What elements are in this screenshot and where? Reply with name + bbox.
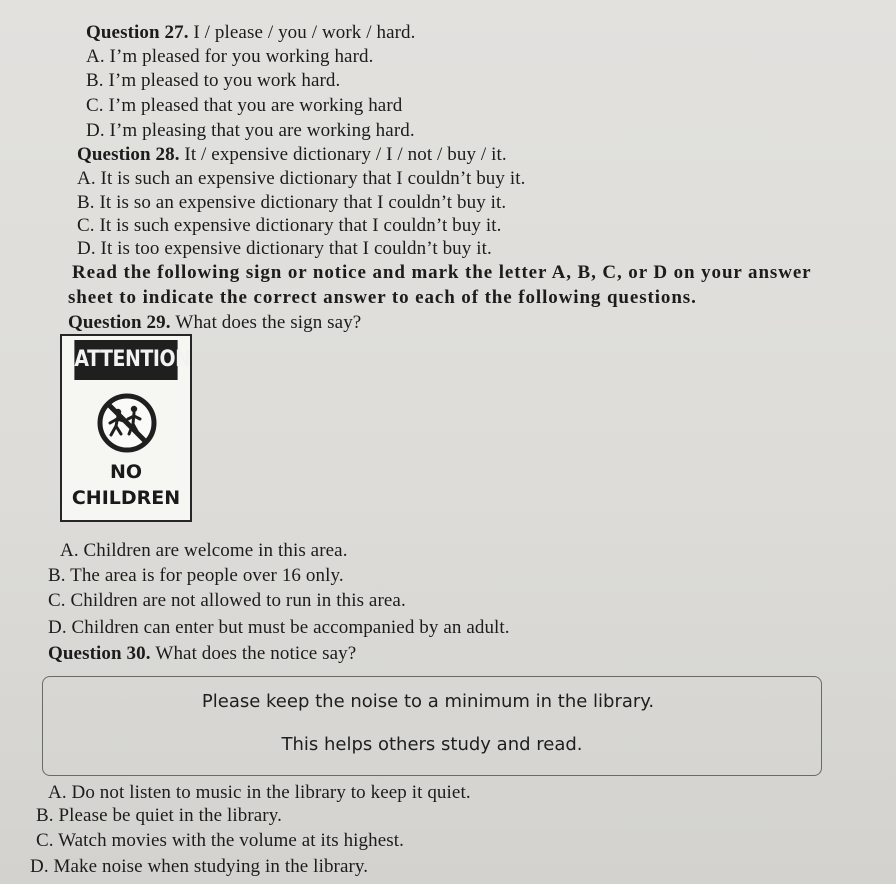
sign-text-no: NO: [109, 461, 143, 483]
notice-line-2: This helps others study and read.: [281, 734, 583, 755]
question-30-number: Question 30.: [48, 643, 151, 664]
question-30-option-a: A. Do not listen to music in the library to keep it quiet.: [48, 782, 471, 803]
question-28-option-c: C. It is such expensive dictionary that I couldn’t buy it.: [77, 215, 502, 236]
question-28-heading: [77, 144, 507, 166]
notice-line-1: Please keep the noise to a minimum in the library.: [201, 691, 655, 712]
question-27-heading: [86, 22, 415, 44]
sign-text-children: CHILDREN: [71, 487, 181, 509]
question-28-option-d: D. It is too expensive dictionary that I couldn’t buy it.: [77, 238, 492, 259]
instructions-line-1: Read the following sign or notice and mark the letter A, B, C, or D on your answer: [72, 262, 812, 283]
attention-sign: [60, 334, 192, 522]
question-29-option-d: D. Children can enter but must be accompanied by an adult.: [48, 617, 510, 638]
question-30-prompt: What does the notice say?: [155, 643, 357, 664]
question-29-heading: [68, 312, 361, 334]
no-children-running-icon: [96, 392, 158, 454]
question-27-option-b: B. I’m pleased to you work hard.: [86, 70, 341, 91]
question-27-prompt: I / please / you / work / hard.: [193, 22, 416, 43]
question-30-option-c: C. Watch movies with the volume at its highest.: [36, 830, 405, 851]
question-28-option-b: B. It is so an expensive dictionary that I couldn’t buy it.: [77, 192, 507, 213]
question-28-option-a: A. It is such an expensive dictionary that I couldn’t buy it.: [77, 168, 526, 189]
question-27-option-c: C. I’m pleased that you are working hard: [86, 95, 403, 116]
question-29-option-c: C. Children are not allowed to run in this area.: [48, 590, 406, 611]
question-29-option-b: B. The area is for people over 16 only.: [48, 565, 344, 586]
question-29-prompt: What does the sign say?: [175, 312, 362, 333]
question-28-prompt: It / expensive dictionary / I / not / buy / it.: [184, 144, 507, 165]
question-27-option-a: A. I’m pleased for you working hard.: [86, 46, 374, 67]
question-29-number: Question 29.: [68, 312, 171, 333]
instructions-line-2: sheet to indicate the correct answer to each of the following questions.: [68, 287, 697, 308]
question-27-option-d: D. I’m pleasing that you are working hard.: [86, 120, 415, 141]
question-27-number: Question 27.: [86, 22, 189, 43]
sign-header: ATTENTION: [74, 340, 177, 380]
question-30-heading: [48, 643, 356, 665]
question-29-option-a: A. Children are welcome in this area.: [60, 540, 348, 561]
question-30-option-d: D. Make noise when studying in the library.: [30, 856, 369, 877]
question-30-option-b: B. Please be quiet in the library.: [36, 805, 282, 826]
question-28-number: Question 28.: [77, 144, 180, 165]
library-notice: [42, 676, 822, 776]
